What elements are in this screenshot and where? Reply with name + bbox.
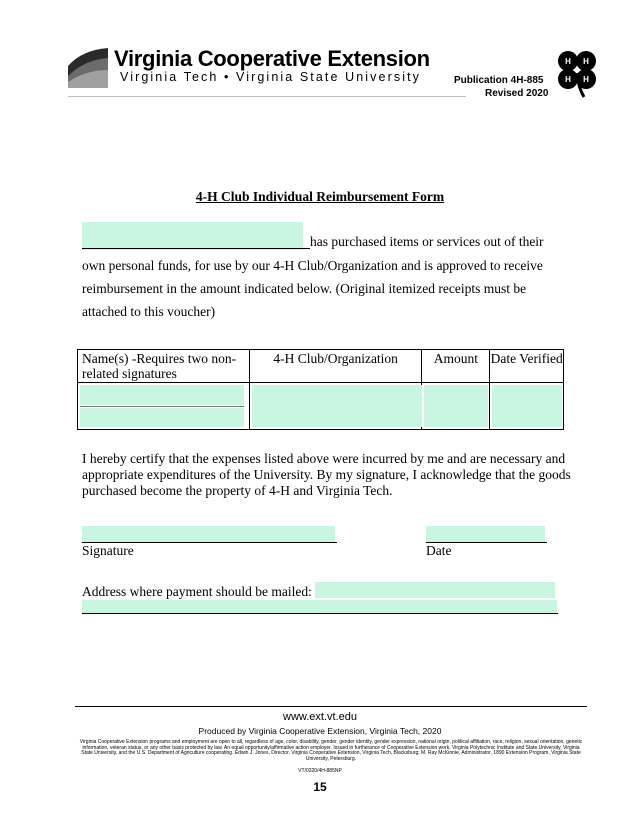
name-signature-field-1[interactable] [80, 385, 244, 405]
reimbursement-table [77, 349, 564, 430]
vce-logo-icon [68, 48, 108, 88]
certification-text: I hereby certify that the expenses listed above were incurred by me and are necessary and appropriate expenditures of the University. By my signature, I acknowledge that the goods purchased become the property of 4-H and Virginia Tech. [82, 451, 571, 498]
footer-url: www.ext.vt.edu [283, 711, 357, 723]
4h-clover-icon [554, 47, 600, 99]
recipient-name-field[interactable] [82, 222, 303, 250]
address-label: Address where payment should be mailed: [82, 584, 312, 599]
date-verified-cell [490, 383, 564, 430]
col-header-amount: Amount [422, 350, 490, 383]
publication-number: Publication 4H-885 [454, 75, 544, 86]
cell-divider [80, 406, 244, 407]
footer-code: VT/0320/4H-885NP [298, 768, 342, 774]
footer-divider [75, 706, 587, 707]
name-signature-field-2[interactable] [80, 408, 244, 427]
table-row [78, 383, 564, 430]
org-name: Virginia Cooperative Extension [114, 46, 430, 71]
footer-disclaimer: Virginia Cooperative Extension programs and employment are open to all, regardless of age, color, disability, gender, gender identity, gender expression, national origin, political affiliation, race, religion, sexual orientation, genetic information, veteran status, or any other basis protected by law. An equal opportunity/affirmative action employer. Issued in furtherance of Cooperative Extension work, Virginia Polytechnic Institute and State University, Virginia State University, and the U.S. Department of Agriculture cooperating. Edwin J. Jones, Director, Virginia Cooperative Extension, Virginia Tech, Blacksburg; M. Ray McKinnie, Administrator, 1890 Extension Program, Virginia State University, Petersburg. [79, 739, 583, 762]
col-header-club: 4-H Club/Organization [249, 350, 422, 383]
publication-revised: Revised 2020 [485, 88, 549, 99]
page-number: 15 [313, 780, 327, 794]
club-organization-field[interactable] [252, 385, 422, 427]
clover-letter: H [583, 57, 589, 66]
org-subtitle: Virginia Tech • Virginia State University [120, 70, 421, 84]
date-verified-field[interactable] [492, 385, 562, 427]
date-label: Date [426, 543, 452, 558]
footer-produced-by: Produced by Virginia Cooperative Extension, Virginia Tech, 2020 [198, 726, 442, 736]
intro-line-4: attached to this voucher) [82, 304, 216, 319]
signature-field[interactable] [82, 526, 335, 542]
form-title: 4-H Club Individual Reimbursement Form [195, 189, 445, 204]
date-field[interactable] [426, 526, 545, 542]
header-divider [68, 96, 466, 97]
intro-line-2: own personal funds, for use by our 4-H Club/Organization and is approved to receive [82, 258, 543, 273]
names-cell [78, 383, 250, 430]
address-field-line-2[interactable] [82, 600, 557, 613]
signature-label: Signature [82, 543, 134, 558]
name-underline [82, 248, 310, 249]
col-header-date-verified: Date Verified [490, 350, 564, 383]
clover-letter: H [565, 75, 571, 84]
club-cell [249, 383, 422, 430]
intro-line-1: has purchased items or services out of their [310, 234, 544, 249]
table-header-row [78, 350, 564, 383]
address-field-line-1[interactable] [315, 582, 555, 598]
amount-cell [422, 383, 490, 430]
address-underline [82, 613, 558, 614]
intro-line-3: reimbursement in the amount indicated below. (Original itemized receipts must be [82, 281, 527, 296]
clover-letter: H [565, 57, 571, 66]
clover-letter: H [583, 75, 589, 84]
amount-field[interactable] [424, 385, 488, 427]
col-header-names: Name(s) -Requires two non-related signatures [78, 350, 250, 383]
